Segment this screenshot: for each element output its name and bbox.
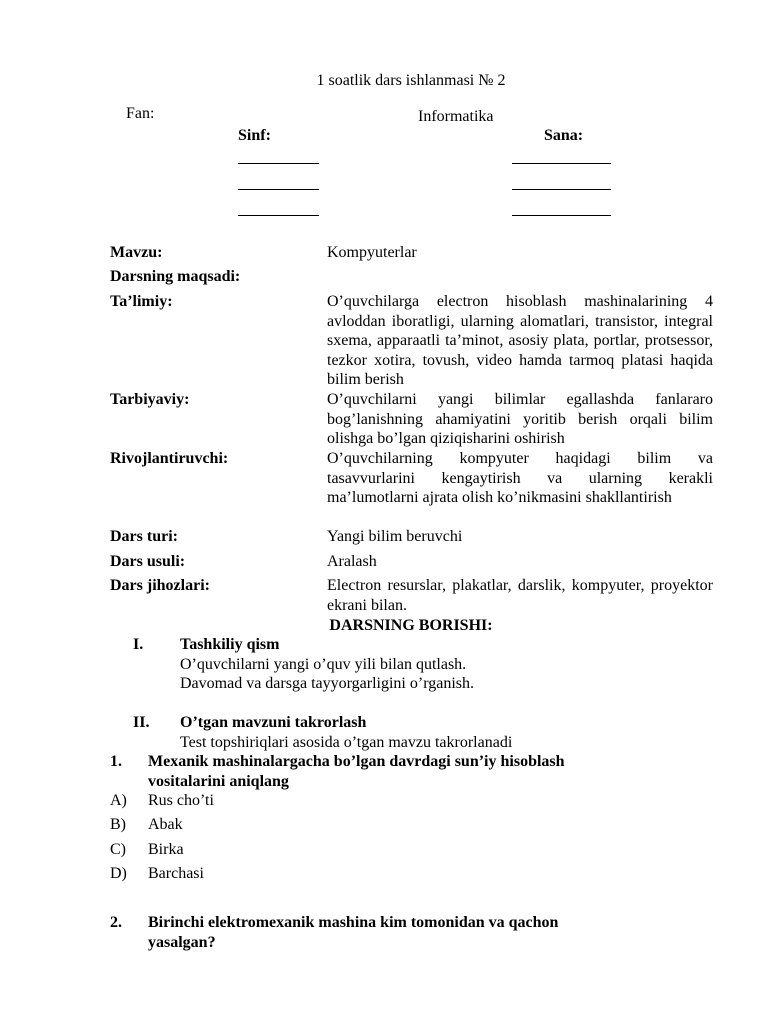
sana-blank-2 xyxy=(512,189,611,190)
borishi-heading: DARSNING BORISHI: xyxy=(329,617,493,634)
sana-blank-3 xyxy=(512,215,611,216)
sana-label: Sana: xyxy=(544,127,584,144)
option-letter: A) xyxy=(110,792,127,809)
field-value-tarbiyaviy: O’quvchilarni yangi bilimlar egallashda fanlararo bog’lanishning ahamiyatini yoritib berish orqali bilim olishga bo’lgan qiziqisharini oshirish xyxy=(327,391,713,447)
field-label-maqsad: Darsning maqsadi: xyxy=(110,268,241,285)
section-line: Test topshiriqlari asosida o’tgan mavzu takrorlanadi xyxy=(180,734,513,751)
section-title: Tashkiliy qism xyxy=(180,636,280,653)
field-label-dars-turi: Dars turi: xyxy=(110,528,178,545)
section-title: O’tgan mavzuni takrorlash xyxy=(180,714,367,731)
section-line: Davomad va darsga tayyorgarligini o’rganish. xyxy=(180,675,474,692)
option-text: Rus cho’ti xyxy=(148,792,214,809)
option-letter: B) xyxy=(110,816,126,833)
question-text: vositalarini aniqlang xyxy=(148,773,289,790)
question-text: Birinchi elektromexanik mashina kim tomonidan va qachon xyxy=(148,914,559,931)
option-text: Barchasi xyxy=(148,865,204,882)
question-number: 2. xyxy=(110,914,122,931)
question-number: 1. xyxy=(110,753,122,770)
option-letter: C) xyxy=(110,841,126,858)
fan-label: Fan: xyxy=(126,105,155,122)
document-title: 1 soatlik dars ishlanmasi № 2 xyxy=(316,72,506,89)
field-value-dars-usuli: Aralash xyxy=(327,553,377,570)
sana-blank-1 xyxy=(512,163,611,164)
field-value-mavzu: Kompyuterlar xyxy=(327,244,417,261)
option-text: Birka xyxy=(148,841,184,858)
field-label-dars-usuli: Dars usuli: xyxy=(110,553,186,570)
sinf-blank-3 xyxy=(238,215,319,216)
field-label-dars-jihozlari: Dars jihozlari: xyxy=(110,577,210,594)
field-label-rivojlantiruvchi: Rivojlantiruvchi: xyxy=(110,450,229,467)
field-value-dars-turi: Yangi bilim beruvchi xyxy=(327,528,463,545)
option-text: Abak xyxy=(148,816,183,833)
question-text: Mexanik mashinalargacha bo’lgan davrdagi sun’iy hisoblash xyxy=(148,753,565,770)
sinf-blank-2 xyxy=(238,189,319,190)
section-number: I. xyxy=(133,636,144,653)
field-label-mavzu: Mavzu: xyxy=(110,244,163,261)
fan-value: Informatika xyxy=(418,108,494,125)
field-label-talimiy: Ta’limiy: xyxy=(110,293,173,310)
field-value-rivojlantiruvchi: O’quvchilarning kompyuter haqidagi bilim va tasavvurlarini kengaytirish va ularning kerakli ma’lumotlarni ajrata olish ko’nikmasini shakllantirish xyxy=(327,450,713,506)
sinf-blank-1 xyxy=(238,163,319,164)
sinf-label: Sinf: xyxy=(238,127,271,144)
section-number: II. xyxy=(133,714,150,731)
field-label-tarbiyaviy: Tarbiyaviy: xyxy=(110,391,190,408)
option-letter: D) xyxy=(110,865,127,882)
field-value-talimiy: O’quvchilarga electron hisoblash mashinalarining 4 avloddan iboratligi, ularning alomatlari, transistor, integral sxema, apparaatli ta’minot, asosiy plata, portlar, protsessor, tezkor xotira, tovush, video hamda tarmoq platasi haqida bilim berish xyxy=(327,293,713,388)
field-value-dars-jihozlari: Electron resurslar, plakatlar, darslik, kompyuter, proyektor ekrani bilan. xyxy=(327,577,713,614)
section-line: O’quvchilarni yangi o’quv yili bilan qutlash. xyxy=(180,656,467,673)
question-text: yasalgan? xyxy=(148,934,216,951)
